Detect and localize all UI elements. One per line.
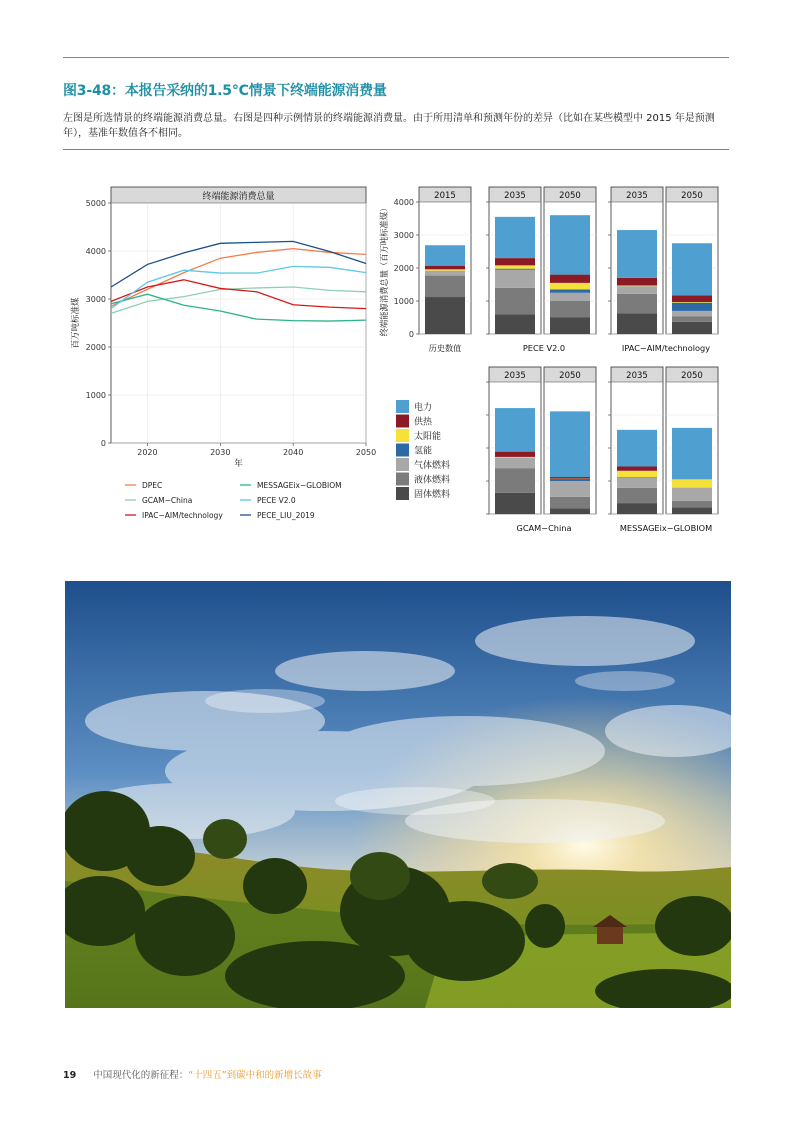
bar-segment-5 xyxy=(495,258,535,265)
bar-legend-swatch xyxy=(396,473,409,486)
bar-segment-1 xyxy=(495,468,535,493)
line-chart-x-axis-label: 年 xyxy=(234,459,243,469)
bar-segment-3 xyxy=(550,479,590,481)
page-footer xyxy=(63,1067,322,1081)
line-chart-y-tick-label: 5000 xyxy=(85,199,106,208)
line-chart-y-tick-label: 0 xyxy=(100,439,106,448)
bar-y-tick-label: 0 xyxy=(408,330,414,339)
line-legend-label: DPEC xyxy=(142,481,163,490)
line-chart-x-tick-label: 2050 xyxy=(355,448,377,457)
bar-legend-swatch xyxy=(396,400,409,413)
bar-legend-swatch xyxy=(396,458,409,471)
bar-segment-5 xyxy=(550,477,590,479)
bar-segment-3 xyxy=(617,477,657,478)
bar-y-axis-label: 终端能源消费总量（百万吨标准煤） xyxy=(379,203,389,337)
line-legend-label: GCAM−China xyxy=(142,496,193,505)
bar-segment-1 xyxy=(550,497,590,509)
bar-legend-swatch xyxy=(396,444,409,457)
bar-legend-label: 氢能 xyxy=(414,446,433,457)
bar-y-tick-label: 2000 xyxy=(393,264,414,273)
line-chart-x-tick-label: 2020 xyxy=(137,448,158,457)
bar-segment-6 xyxy=(425,245,465,265)
bar-segment-5 xyxy=(425,266,465,270)
line-chart-x-tick-label: 2030 xyxy=(210,448,231,457)
bar-segment-4 xyxy=(672,302,712,303)
bar-segment-6 xyxy=(672,428,712,479)
bar-segment-2 xyxy=(672,488,712,501)
bar-segment-6 xyxy=(550,411,590,477)
line-chart-y-axis-label: 百万吨标准煤 xyxy=(71,297,81,349)
bar-segment-5 xyxy=(617,278,657,286)
line-chart-x-tick-label: 2040 xyxy=(282,448,304,457)
bar-segment-1 xyxy=(672,316,712,322)
line-chart-y-tick-label: 2000 xyxy=(85,343,106,352)
bar-segment-6 xyxy=(495,217,535,258)
bar-segment-1 xyxy=(617,294,657,314)
bar-segment-5 xyxy=(495,452,535,457)
bar-y-tick-label: 1000 xyxy=(393,297,414,306)
bar-segment-1 xyxy=(495,288,535,314)
figure-caption: 左图是所选情景的终端能源消费总量。右图是四种示例情景的终端能源消费量。由于所用清单和预测年份的差异（比如在某些模型中 2015 年是预测年），基准年数值各不相同。 xyxy=(63,113,715,139)
bar-segment-2 xyxy=(617,286,657,294)
bar-segment-5 xyxy=(550,275,590,283)
bar-facet-year-label: 2035 xyxy=(626,371,648,381)
bar-legend-label: 固体燃料 xyxy=(414,490,451,500)
bar-panel-label: 历史数值 xyxy=(428,343,462,353)
line-chart-plot-area xyxy=(111,203,366,443)
bar-facet-year-label: 2050 xyxy=(559,371,581,381)
bar-legend-label: 供热 xyxy=(414,417,433,428)
bar-segment-1 xyxy=(672,501,712,508)
bar-segment-2 xyxy=(672,311,712,316)
bar-legend-label: 液体燃料 xyxy=(414,475,451,486)
bar-legend-label: 电力 xyxy=(414,403,433,413)
bar-y-tick-label: 3000 xyxy=(393,231,414,240)
bar-legend-label: 太阳能 xyxy=(414,432,442,442)
bar-panel-label: PECE V2.0 xyxy=(522,343,566,353)
bar-facet-year-label: 2035 xyxy=(504,371,526,381)
bar-segment-5 xyxy=(617,466,657,470)
line-chart-y-tick-label: 1000 xyxy=(85,391,106,400)
bar-segment-4 xyxy=(617,471,657,478)
bar-legend-label: 气体燃料 xyxy=(414,461,451,471)
bar-segment-4 xyxy=(495,265,535,268)
bar-panel-label: MESSAGEix−GLOBIOM xyxy=(619,523,713,533)
bar-segment-0 xyxy=(617,314,657,334)
bar-segment-1 xyxy=(617,488,657,503)
bar-segment-6 xyxy=(495,408,535,452)
bar-segment-4 xyxy=(672,479,712,487)
bar-facet-year-label: 2035 xyxy=(504,191,526,201)
bar-segment-0 xyxy=(550,318,590,335)
bar-segment-0 xyxy=(495,493,535,514)
bar-segment-0 xyxy=(672,322,712,334)
line-chart-y-tick-label: 3000 xyxy=(85,295,106,304)
bar-legend-swatch xyxy=(396,415,409,428)
bar-segment-3 xyxy=(550,289,590,292)
footer-book-title: 中国现代化的新征程： xyxy=(93,1070,189,1081)
sunset-landscape-image xyxy=(65,581,731,1008)
bar-segment-1 xyxy=(550,301,590,318)
bar-legend-swatch xyxy=(396,487,409,500)
bar-segment-2 xyxy=(550,293,590,301)
bar-facet-year-label: 2050 xyxy=(681,371,703,381)
bar-segment-2 xyxy=(425,271,465,276)
bar-y-tick-label: 4000 xyxy=(393,198,414,207)
bar-panel-label: IPAC−AIM/technology xyxy=(621,343,711,353)
line-legend-label: IPAC−AIM/technology xyxy=(142,511,223,520)
bar-segment-5 xyxy=(672,295,712,302)
bar-segment-3 xyxy=(495,269,535,270)
footer-book-subtitle: “十四五”到碳中和的新增长故事 xyxy=(188,1070,322,1081)
bar-panel-label: GCAM−China xyxy=(516,523,572,533)
bar-facet-year-label: 2035 xyxy=(626,191,648,201)
bar-facet-year-label: 2015 xyxy=(434,191,456,201)
bar-segment-0 xyxy=(672,507,712,514)
bar-segment-2 xyxy=(617,478,657,488)
bar-segment-6 xyxy=(672,243,712,295)
line-chart-title: 终端能源消费总量 xyxy=(202,192,275,202)
bar-segment-1 xyxy=(425,276,465,297)
bar-segment-2 xyxy=(550,481,590,497)
bar-facet-year-label: 2050 xyxy=(559,191,581,201)
line-legend-label: PECE_LIU_2019 xyxy=(257,511,315,520)
bar-segment-2 xyxy=(495,458,535,469)
bar-facet-year-label: 2050 xyxy=(681,191,703,201)
bar-segment-4 xyxy=(617,285,657,286)
figure-title: 图3-48：本报告采纳的1.5°C情景下终端能源消费量 xyxy=(63,83,387,99)
bar-segment-3 xyxy=(672,303,712,311)
bar-segment-4 xyxy=(550,283,590,290)
landscape-photo xyxy=(65,581,731,1008)
page-number: 19 xyxy=(63,1070,77,1081)
line-legend-label: PECE V2.0 xyxy=(257,496,296,505)
figure-charts xyxy=(0,0,793,560)
bar-segment-6 xyxy=(617,230,657,278)
bar-segment-6 xyxy=(617,430,657,467)
line-chart-y-tick-label: 4000 xyxy=(85,247,106,256)
bar-segment-4 xyxy=(495,457,535,458)
line-legend-label: MESSAGEix−GLOBIOM xyxy=(257,481,342,490)
bar-segment-4 xyxy=(425,269,465,270)
bar-segment-0 xyxy=(425,297,465,334)
bar-segment-0 xyxy=(495,314,535,334)
bar-legend-swatch xyxy=(396,429,409,442)
bar-segment-2 xyxy=(495,270,535,288)
bar-segment-6 xyxy=(550,215,590,274)
bar-segment-0 xyxy=(550,508,590,514)
bar-segment-0 xyxy=(617,503,657,514)
